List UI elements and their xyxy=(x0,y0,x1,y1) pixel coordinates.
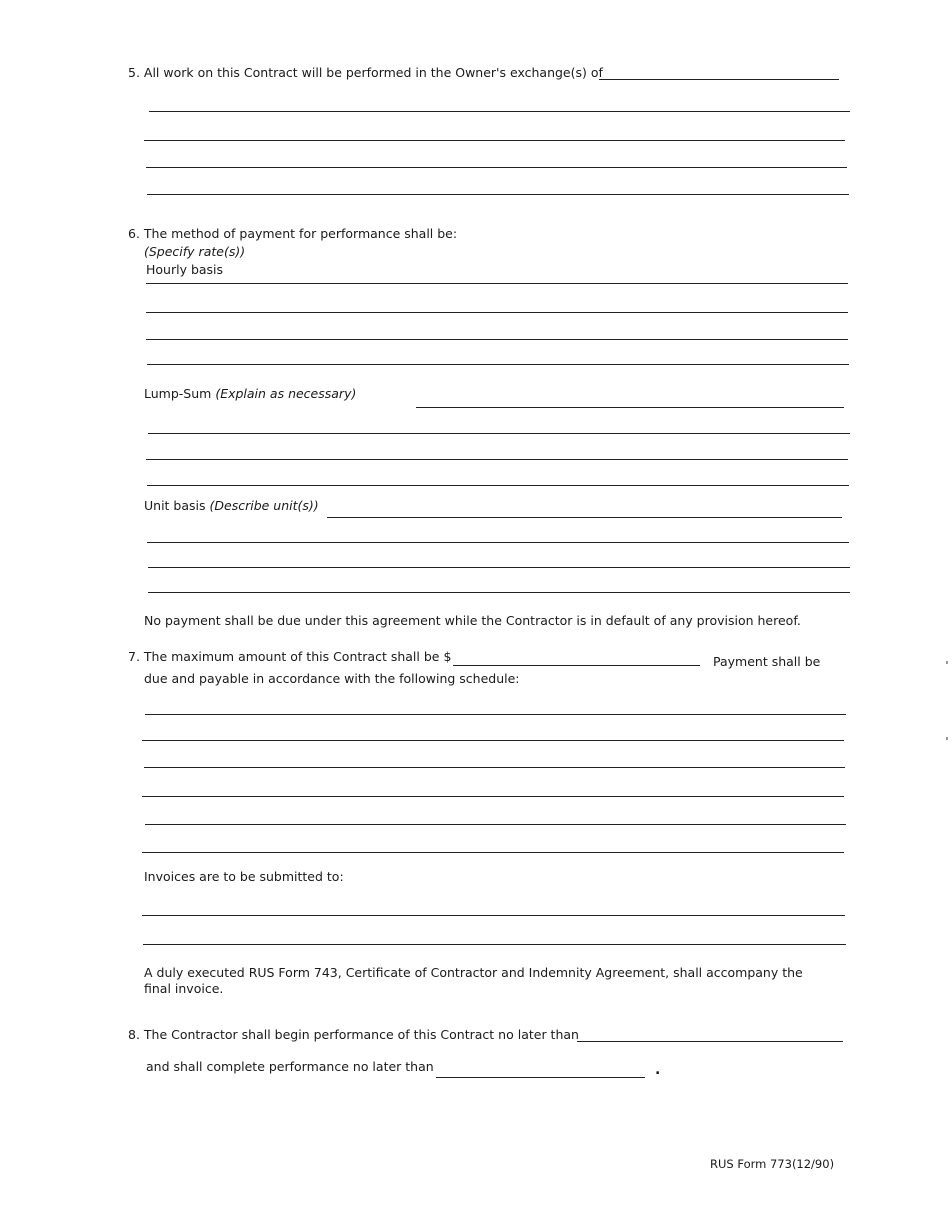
schedule-line-1[interactable] xyxy=(145,714,846,715)
schedule-line-5[interactable] xyxy=(145,824,846,825)
schedule-line-4[interactable] xyxy=(142,796,844,797)
exchange-field[interactable] xyxy=(599,79,839,80)
payment-due-text: Payment shall be xyxy=(713,654,821,669)
unit-basis-line-2[interactable] xyxy=(148,567,850,568)
complete-date-field[interactable] xyxy=(436,1077,645,1078)
section-7-text: 7. The maximum amount of this Contract shall be $ xyxy=(128,649,452,664)
invoices-line-2[interactable] xyxy=(143,944,846,945)
hourly-line-3[interactable] xyxy=(146,339,848,340)
hourly-line-1[interactable] xyxy=(146,283,848,284)
schedule-line-6[interactable] xyxy=(142,852,844,853)
sentence-period: . xyxy=(655,1062,661,1078)
section-8-begin-text: 8. The Contractor shall begin performance of this Contract no later than xyxy=(128,1027,579,1042)
maximum-amount-field[interactable] xyxy=(453,665,700,666)
lump-sum-line-2[interactable] xyxy=(146,459,848,460)
no-payment-note: No payment shall be due under this agreement while the Contractor is in default of any provision hereof. xyxy=(144,613,801,628)
schedule-line-3[interactable] xyxy=(144,767,845,768)
lump-sum-field[interactable] xyxy=(416,407,844,408)
specify-rates-hint: (Specify rate(s)) xyxy=(144,244,246,259)
section-6-text: 6. The method of payment for performance shall be: xyxy=(128,226,458,241)
section-5-text: 5. All work on this Contract will be performed in the Owner's exchange(s) of xyxy=(128,65,603,80)
begin-date-field[interactable] xyxy=(577,1041,843,1042)
schedule-text: due and payable in accordance with the following schedule: xyxy=(144,671,520,686)
unit-basis-line-1[interactable] xyxy=(147,542,849,543)
form-identifier: RUS Form 773(12/90) xyxy=(710,1157,835,1171)
exchange-line-4[interactable] xyxy=(147,194,849,195)
invoices-line-1[interactable] xyxy=(142,915,845,916)
invoices-label: Invoices are to be submitted to: xyxy=(144,869,344,884)
rus-form-note-line-1: A duly executed RUS Form 743, Certificate of Contractor and Indemnity Agreement, shall accompany the xyxy=(144,965,803,980)
rus-form-note-line-2: final invoice. xyxy=(144,981,224,996)
unit-basis-field[interactable] xyxy=(327,517,842,518)
unit-basis-line-3[interactable] xyxy=(148,592,850,593)
hourly-line-4[interactable] xyxy=(147,364,849,365)
exchange-line-1[interactable] xyxy=(149,111,850,112)
edge-mark xyxy=(946,661,948,664)
lump-sum-line-3[interactable] xyxy=(147,485,849,486)
lump-sum-line-1[interactable] xyxy=(148,433,850,434)
unit-basis-label: Unit basis (Describe unit(s)) xyxy=(144,498,319,513)
section-8-complete-text: and shall complete performance no later than xyxy=(146,1059,434,1074)
exchange-line-2[interactable] xyxy=(144,140,845,141)
schedule-line-2[interactable] xyxy=(142,740,844,741)
edge-mark xyxy=(946,737,948,740)
hourly-line-2[interactable] xyxy=(146,312,848,313)
lump-sum-label: Lump-Sum (Explain as necessary) xyxy=(144,386,357,401)
exchange-line-3[interactable] xyxy=(146,167,847,168)
hourly-basis-label: Hourly basis xyxy=(146,262,224,277)
